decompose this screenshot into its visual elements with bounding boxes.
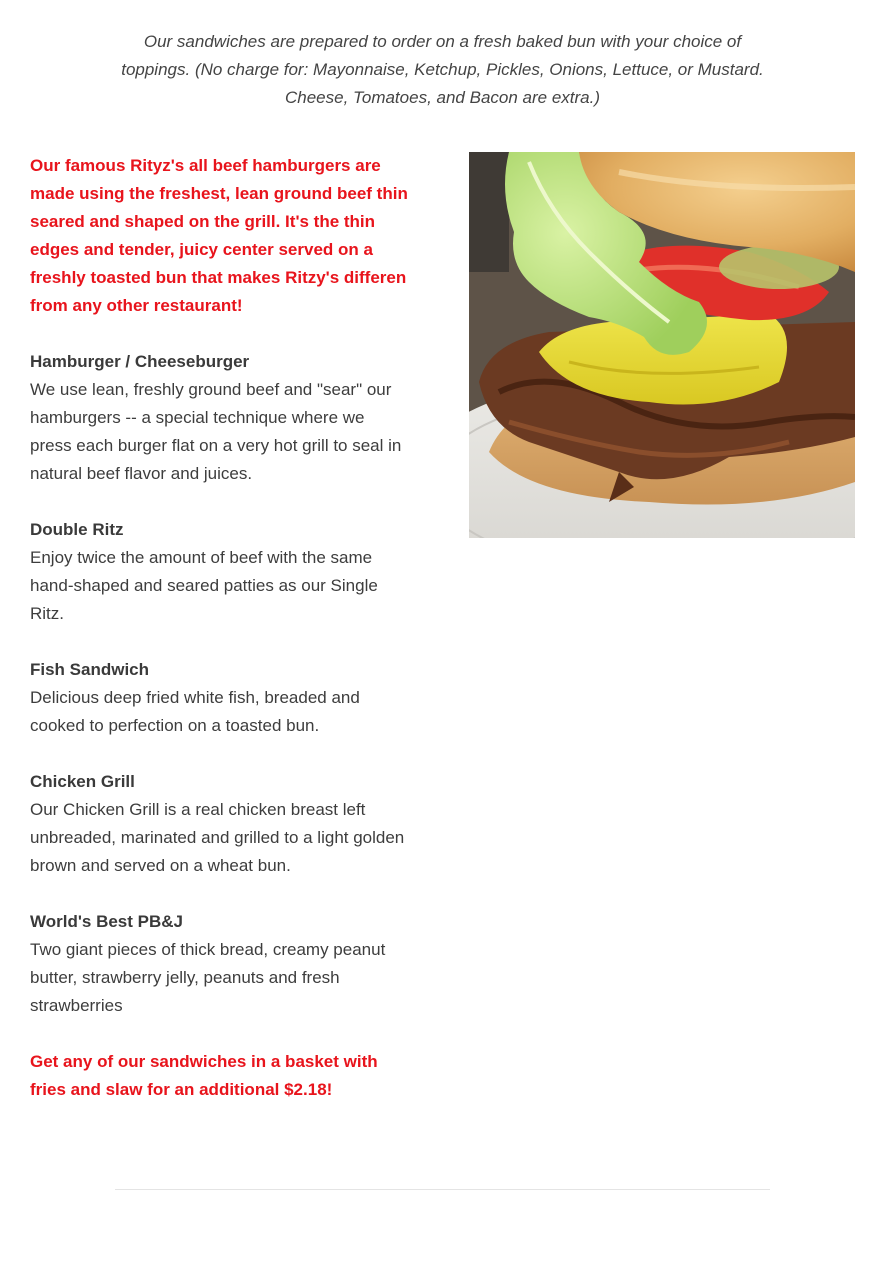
menu-item-double-ritz [30,516,408,628]
menu-item-title: Chicken Grill [30,772,135,791]
sandwich-intro-text: Our sandwiches are prepared to order on a fresh baked bun with your choice of toppings. (No charge for: Mayonnaise, Ketchup, Pickles, Onions, Lettuce, or Mustard. Cheese, Tomatoes, and Bacon are extra.) [121,32,764,107]
menu-item-chicken-grill [30,768,408,880]
menu-item-title: Double Ritz [30,520,124,539]
menu-item-title: Fish Sandwich [30,660,150,679]
menu-item-description: Our Chicken Grill is a real chicken breast left unbreaded, marinated and grilled to a light golden brown and served on a wheat bun. [30,800,405,875]
footer-divider [115,1189,770,1190]
cheeseburger-photo [469,152,855,538]
burger-lead-text: Our famous Rityz's all beef hamburgers are made using the freshest, lean ground beef thin seared and shaped on the grill. It's the thin edges and tender, juicy center served on a freshly toasted bun that makes Ritzy's differen from any other restaurant! [30,156,408,315]
menu-item-description: Enjoy twice the amount of beef with the same hand-shaped and seared patties as our Single Ritz. [30,548,378,623]
menu-item-hamburger [30,348,408,488]
basket-promo-text: Get any of our sandwiches in a basket with fries and slaw for an additional $2.18! [30,1052,378,1099]
menu-item-title: World's Best PB&J [30,912,183,931]
menu-item-fish-sandwich [30,656,408,740]
menu-item-pbj [30,908,408,1020]
menu-item-description: Two giant pieces of thick bread, creamy peanut butter, strawberry jelly, peanuts and fresh strawberries [30,940,386,1015]
menu-item-description: Delicious deep fried white fish, breaded and cooked to perfection on a toasted bun. [30,688,360,735]
menu-item-title: Hamburger / Cheeseburger [30,352,250,371]
menu-item-description: We use lean, freshly ground beef and "sear" our hamburgers -- a special technique where we press each burger flat on a very hot grill to seal in natural beef flavor and juices. [30,380,402,483]
menu-column [30,152,408,1104]
